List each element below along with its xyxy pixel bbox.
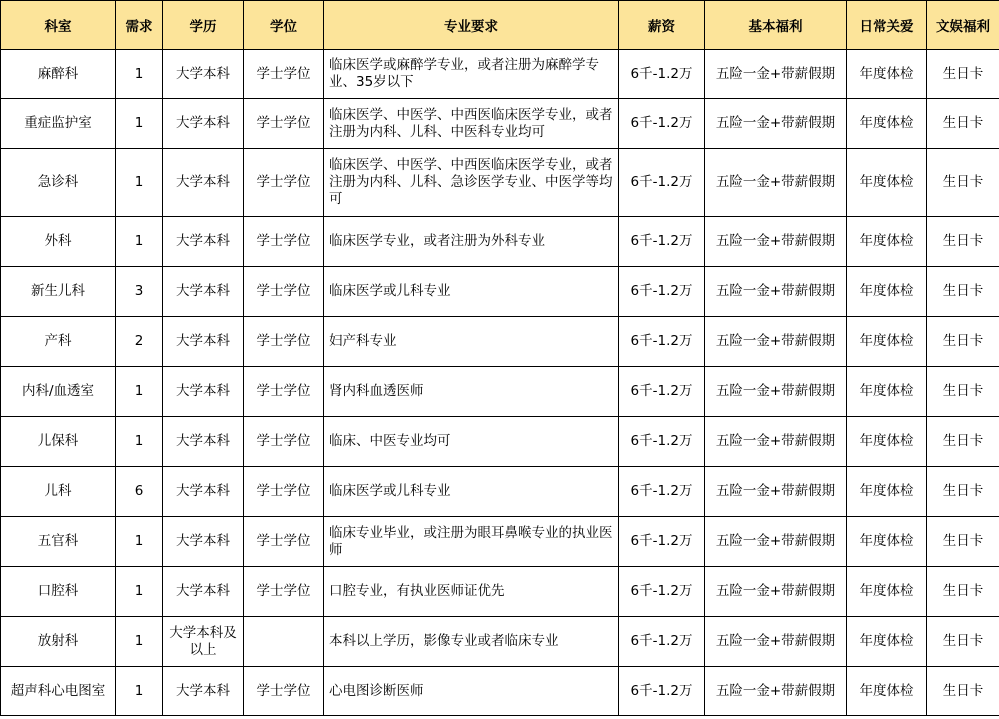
cell-degree: 学士学位 <box>244 50 324 99</box>
cell-care: 年度体检 <box>847 667 927 716</box>
cell-salary: 6千-1.2万 <box>619 367 705 417</box>
table-row <box>1 50 999 99</box>
cell-education: 大学本科 <box>163 317 244 367</box>
header-dept: 科室 <box>1 1 116 50</box>
cell-count: 2 <box>116 317 163 367</box>
cell-degree <box>244 617 324 667</box>
cell-benefit: 五险一金+带薪假期 <box>705 367 847 417</box>
table-row <box>1 367 999 417</box>
header-count: 需求 <box>116 1 163 50</box>
table-row <box>1 467 999 517</box>
cell-requirement: 肾内科血透医师 <box>324 367 619 417</box>
cell-benefit: 五险一金+带薪假期 <box>705 467 847 517</box>
cell-benefit: 五险一金+带薪假期 <box>705 567 847 617</box>
cell-fun: 生日卡 <box>927 467 999 517</box>
cell-dept: 新生儿科 <box>1 267 116 317</box>
cell-salary: 6千-1.2万 <box>619 617 705 667</box>
cell-salary: 6千-1.2万 <box>619 667 705 716</box>
cell-fun: 生日卡 <box>927 149 999 217</box>
cell-count: 1 <box>116 217 163 267</box>
cell-education: 大学本科及以上 <box>163 617 244 667</box>
cell-degree: 学士学位 <box>244 99 324 149</box>
cell-care: 年度体检 <box>847 50 927 99</box>
cell-education: 大学本科 <box>163 149 244 217</box>
cell-salary: 6千-1.2万 <box>619 517 705 567</box>
cell-dept: 重症监护室 <box>1 99 116 149</box>
cell-dept: 急诊科 <box>1 149 116 217</box>
cell-fun: 生日卡 <box>927 417 999 467</box>
cell-count: 6 <box>116 467 163 517</box>
cell-count: 1 <box>116 417 163 467</box>
cell-salary: 6千-1.2万 <box>619 267 705 317</box>
table-row <box>1 149 999 217</box>
cell-care: 年度体检 <box>847 417 927 467</box>
cell-requirement: 临床医学或儿科专业 <box>324 467 619 517</box>
cell-care: 年度体检 <box>847 567 927 617</box>
cell-requirement: 临床专业毕业，或注册为眼耳鼻喉专业的执业医师 <box>324 517 619 567</box>
cell-degree: 学士学位 <box>244 367 324 417</box>
cell-degree: 学士学位 <box>244 217 324 267</box>
cell-dept: 外科 <box>1 217 116 267</box>
cell-education: 大学本科 <box>163 517 244 567</box>
cell-degree: 学士学位 <box>244 567 324 617</box>
cell-requirement: 临床医学或麻醉学专业，或者注册为麻醉学专业、35岁以下 <box>324 50 619 99</box>
cell-benefit: 五险一金+带薪假期 <box>705 50 847 99</box>
cell-count: 1 <box>116 50 163 99</box>
cell-dept: 超声科心电图室 <box>1 667 116 716</box>
cell-salary: 6千-1.2万 <box>619 149 705 217</box>
cell-care: 年度体检 <box>847 517 927 567</box>
cell-degree: 学士学位 <box>244 149 324 217</box>
cell-requirement: 临床医学或儿科专业 <box>324 267 619 317</box>
cell-fun: 生日卡 <box>927 667 999 716</box>
cell-dept: 放射科 <box>1 617 116 667</box>
table-row <box>1 317 999 367</box>
cell-count: 1 <box>116 617 163 667</box>
cell-dept: 儿科 <box>1 467 116 517</box>
cell-count: 1 <box>116 517 163 567</box>
cell-care: 年度体检 <box>847 467 927 517</box>
cell-benefit: 五险一金+带薪假期 <box>705 417 847 467</box>
cell-care: 年度体检 <box>847 367 927 417</box>
cell-degree: 学士学位 <box>244 267 324 317</box>
cell-fun: 生日卡 <box>927 217 999 267</box>
cell-dept: 麻醉科 <box>1 50 116 99</box>
cell-fun: 生日卡 <box>927 99 999 149</box>
cell-salary: 6千-1.2万 <box>619 50 705 99</box>
cell-degree: 学士学位 <box>244 517 324 567</box>
cell-care: 年度体检 <box>847 317 927 367</box>
cell-salary: 6千-1.2万 <box>619 217 705 267</box>
table-row <box>1 567 999 617</box>
header-row <box>1 1 999 50</box>
header-salary: 薪资 <box>619 1 705 50</box>
cell-count: 3 <box>116 267 163 317</box>
cell-count: 1 <box>116 667 163 716</box>
cell-education: 大学本科 <box>163 567 244 617</box>
cell-care: 年度体检 <box>847 99 927 149</box>
cell-salary: 6千-1.2万 <box>619 417 705 467</box>
cell-benefit: 五险一金+带薪假期 <box>705 517 847 567</box>
cell-count: 1 <box>116 149 163 217</box>
cell-care: 年度体检 <box>847 217 927 267</box>
cell-fun: 生日卡 <box>927 517 999 567</box>
cell-count: 1 <box>116 99 163 149</box>
cell-fun: 生日卡 <box>927 367 999 417</box>
cell-dept: 五官科 <box>1 517 116 567</box>
cell-benefit: 五险一金+带薪假期 <box>705 617 847 667</box>
cell-fun: 生日卡 <box>927 317 999 367</box>
cell-salary: 6千-1.2万 <box>619 467 705 517</box>
cell-education: 大学本科 <box>163 50 244 99</box>
cell-requirement: 妇产科专业 <box>324 317 619 367</box>
cell-degree: 学士学位 <box>244 317 324 367</box>
cell-count: 1 <box>116 567 163 617</box>
cell-education: 大学本科 <box>163 99 244 149</box>
cell-education: 大学本科 <box>163 367 244 417</box>
cell-benefit: 五险一金+带薪假期 <box>705 267 847 317</box>
cell-requirement: 口腔专业，有执业医师证优先 <box>324 567 619 617</box>
cell-degree: 学士学位 <box>244 667 324 716</box>
cell-education: 大学本科 <box>163 417 244 467</box>
cell-salary: 6千-1.2万 <box>619 99 705 149</box>
cell-education: 大学本科 <box>163 267 244 317</box>
header-care: 日常关爱 <box>847 1 927 50</box>
cell-education: 大学本科 <box>163 667 244 716</box>
table-row <box>1 99 999 149</box>
header-benefit: 基本福利 <box>705 1 847 50</box>
cell-salary: 6千-1.2万 <box>619 317 705 367</box>
cell-care: 年度体检 <box>847 617 927 667</box>
header-degree: 学位 <box>244 1 324 50</box>
cell-dept: 儿保科 <box>1 417 116 467</box>
table-row <box>1 617 999 667</box>
cell-requirement: 本科以上学历，影像专业或者临床专业 <box>324 617 619 667</box>
cell-benefit: 五险一金+带薪假期 <box>705 217 847 267</box>
cell-benefit: 五险一金+带薪假期 <box>705 667 847 716</box>
cell-care: 年度体检 <box>847 267 927 317</box>
cell-education: 大学本科 <box>163 467 244 517</box>
cell-education: 大学本科 <box>163 217 244 267</box>
table-row <box>1 517 999 567</box>
cell-fun: 生日卡 <box>927 617 999 667</box>
cell-requirement: 心电图诊断医师 <box>324 667 619 716</box>
cell-fun: 生日卡 <box>927 567 999 617</box>
cell-requirement: 临床医学、中医学、中西医临床医学专业，或者注册为内科、儿科、中医科专业均可 <box>324 99 619 149</box>
cell-dept: 产科 <box>1 317 116 367</box>
cell-benefit: 五险一金+带薪假期 <box>705 149 847 217</box>
cell-fun: 生日卡 <box>927 267 999 317</box>
cell-degree: 学士学位 <box>244 417 324 467</box>
cell-requirement: 临床医学、中医学、中西医临床医学专业，或者注册为内科、儿科、急诊医学专业、中医学等均可 <box>324 149 619 217</box>
cell-dept: 内科/血透室 <box>1 367 116 417</box>
header-education: 学历 <box>163 1 244 50</box>
cell-fun: 生日卡 <box>927 50 999 99</box>
header-fun: 文娱福利 <box>927 1 999 50</box>
cell-degree: 学士学位 <box>244 467 324 517</box>
cell-count: 1 <box>116 367 163 417</box>
cell-salary: 6千-1.2万 <box>619 567 705 617</box>
table-row <box>1 667 999 716</box>
header-requirement: 专业要求 <box>324 1 619 50</box>
table-row <box>1 217 999 267</box>
cell-dept: 口腔科 <box>1 567 116 617</box>
cell-care: 年度体检 <box>847 149 927 217</box>
cell-benefit: 五险一金+带薪假期 <box>705 99 847 149</box>
table-row <box>1 267 999 317</box>
cell-requirement: 临床医学专业，或者注册为外科专业 <box>324 217 619 267</box>
table-row <box>1 417 999 467</box>
cell-benefit: 五险一金+带薪假期 <box>705 317 847 367</box>
cell-requirement: 临床、中医专业均可 <box>324 417 619 467</box>
